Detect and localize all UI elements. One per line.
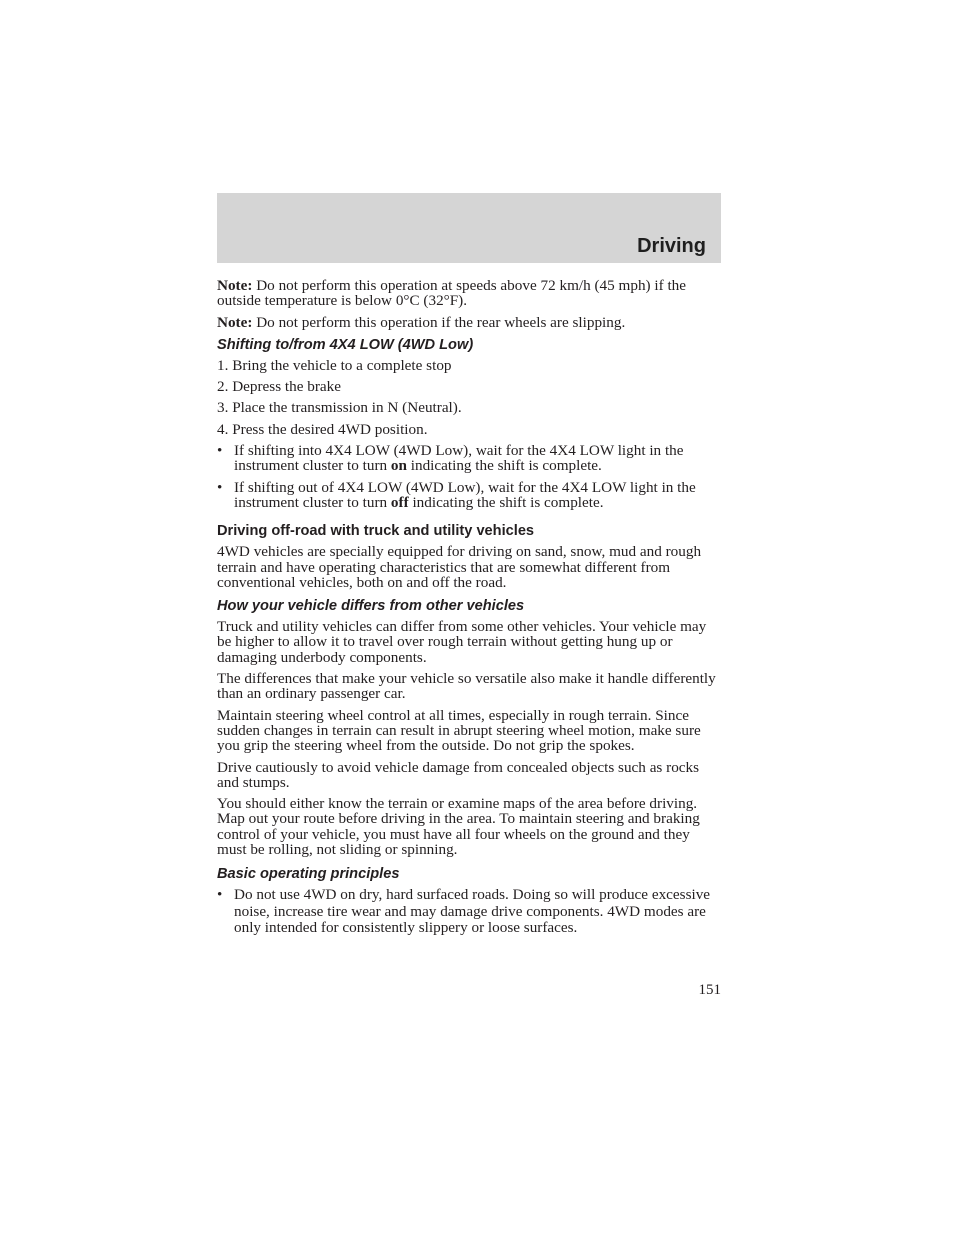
bullet-text: Do not use 4WD on dry, hard surfaced roads. Doing so will produce excessive noise, increase tire wear and may damage drive components. 4WD modes are only intended for consistently slippery or loose surfaces. xyxy=(234,886,711,937)
step-item: 3. Place the transmission in N (Neutral). xyxy=(217,399,462,417)
bullet-emphasis-on: on xyxy=(390,457,407,475)
bullet-text: If shifting into 4X4 LOW (4WD Low), wait for the 4X4 LOW light in the instrument cluster to turn xyxy=(234,442,684,475)
paragraph-differs: You should either know the terrain or examine maps of the area before driving. Map out your route before driving in the area. To maintain steering and braking control of your vehicle, you must have all four wheels on the ground and they must be rolling, not sliding or spinning. xyxy=(217,795,700,859)
note-text: Do not perform this operation if the rear wheels are slipping. xyxy=(252,313,626,331)
step-item: 2. Depress the brake xyxy=(217,378,341,396)
bullet-item-shift-into xyxy=(217,443,723,474)
page-number: 151 xyxy=(698,982,721,998)
note-label: Note: xyxy=(217,277,253,294)
paragraph-offroad: 4WD vehicles are specially equipped for driving on sand, snow, mud and rough terrain and have operating characteristics that are somewhat different from conventional vehicles, both on and off the road. xyxy=(217,543,702,591)
heading-offroad: Driving off-road with truck and utility vehicles xyxy=(217,523,535,540)
heading-basic: Basic operating principles xyxy=(217,866,400,883)
step-item: 4. Press the desired 4WD position. xyxy=(217,420,428,438)
section-header xyxy=(217,193,721,263)
bullet-item-basic xyxy=(217,887,723,937)
bullet-text: If shifting out of 4X4 LOW (4WD Low), wait for the 4X4 LOW light in the instrument cluster to turn xyxy=(234,478,696,511)
paragraph-differs: Drive cautiously to avoid vehicle damage from concealed objects such as rocks and stumps. xyxy=(217,758,700,791)
page-content xyxy=(217,278,723,943)
heading-differs: How your vehicle differs from other vehicles xyxy=(217,598,525,615)
paragraph-differs: Truck and utility vehicles can differ from some other vehicles. Your vehicle may be higher to allow it to travel over rough terrain without getting hung up or damaging underbody components. xyxy=(217,618,707,666)
bullet-item-shift-out xyxy=(217,480,723,511)
bullet-marker: • xyxy=(217,886,223,904)
paragraph-differs: Maintain steering wheel control at all times, especially in rough terrain. Since sudden changes in terrain can result in abrupt steering wheel motion, make sure you grip the steering wheel from the outside. Do not grip the spokes. xyxy=(217,706,701,755)
note-label: Note: xyxy=(217,313,253,331)
bullet-text: indicating the shift is complete. xyxy=(406,457,602,475)
note-speed xyxy=(217,278,723,309)
heading-shifting: Shifting to/from 4X4 LOW (4WD Low) xyxy=(217,336,474,353)
note-slipping xyxy=(217,315,723,330)
note-text: Do not perform this operation at speeds above 72 km/h (45 mph) if the outside temperature is below 0°C (32°F). xyxy=(217,277,687,310)
bullet-marker: • xyxy=(217,478,223,496)
paragraph-differs: The differences that make your vehicle so versatile also make it handle differently than an ordinary passenger car. xyxy=(217,670,716,703)
bullet-emphasis-off: off xyxy=(390,493,409,511)
bullet-marker: • xyxy=(217,442,223,460)
section-title: Driving xyxy=(637,235,706,257)
bullet-text: indicating the shift is complete. xyxy=(408,493,604,511)
step-item: 1. Bring the vehicle to a complete stop xyxy=(217,356,452,374)
